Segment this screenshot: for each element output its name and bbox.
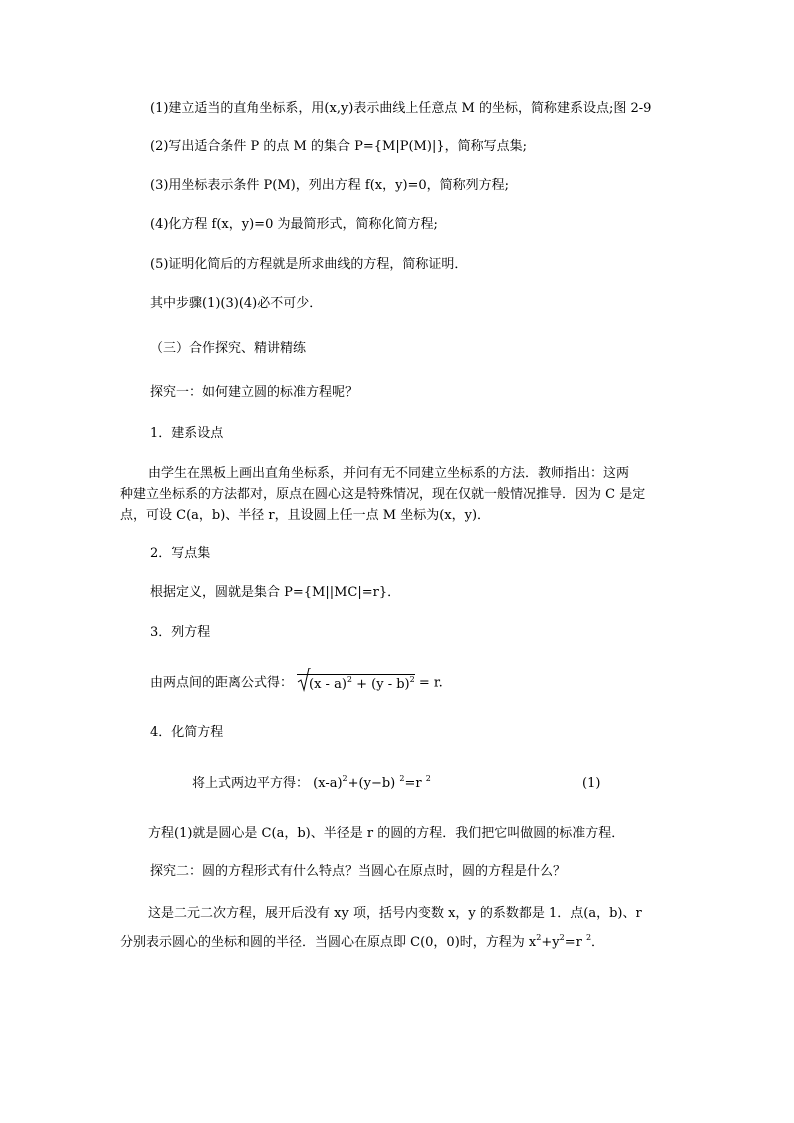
step-3: (3)用坐标表示条件 P(M)，列出方程 f(x，y)=0，简称列方程; <box>150 178 510 193</box>
step-title-4: 4．化简方程 <box>150 725 224 740</box>
answer-line-1: 这是二元二次方程，展开后没有 xy 项，括号内变数 x，y 的系数都是 1．点(a，b)、r <box>148 906 642 921</box>
s2-body: 根据定义，圆就是集合 P={M||MC|=r}． <box>150 585 401 600</box>
exponent: 2 <box>425 774 431 783</box>
step-1: (1)建立适当的直角坐标系，用(x,y)表示曲线上任意点 M 的坐标，简称建系设点;图 2-9 <box>150 101 652 116</box>
answer-end: ． <box>591 935 605 950</box>
exponent: 2 <box>559 933 565 942</box>
eq-prefix: 将上式两边平方得： <box>192 776 310 791</box>
exponent: 2 <box>342 774 348 783</box>
eq-part-b: +(y−b) <box>347 776 396 791</box>
standard-equation <box>192 775 431 793</box>
section-title: （三）合作探究、精讲精练 <box>150 341 307 356</box>
s1-line-2: 种建立坐标系的方法都对，原点在圆心这是特殊情况，现在仅就一般情况推导．因为 C 是定 <box>120 487 646 502</box>
step-4: (4)化方程 f(x，y)=0 为最简形式，简称化简方程; <box>150 217 438 232</box>
conclusion: 方程(1)就是圆心是 C(a，b)、半径是 r 的圆的方程．我们把它叫做圆的标准方程． <box>148 826 625 841</box>
step-5: (5)证明化简后的方程就是所求曲线的方程，简称证明． <box>150 257 468 272</box>
inquiry-2: 探究二：圆的方程形式有什么特点？当圆心在原点时，圆的方程是什么？ <box>150 864 567 879</box>
step-title-3: 3．列方程 <box>150 625 211 640</box>
eq-r: =r <box>564 935 582 950</box>
radicand-part-b: + (y - b) <box>352 677 410 692</box>
exponent: 2 <box>536 933 542 942</box>
s1-line-3: 点，可设 C(a，b)、半径 r，且设圆上任一点 M 坐标为(x，y)． <box>120 508 491 523</box>
exponent: 2 <box>585 933 592 942</box>
equation-number: (1) <box>582 776 601 791</box>
answer-line-2 <box>120 934 604 952</box>
inquiry-1: 探究一：如何建立圆的标准方程呢？ <box>150 385 359 400</box>
sqrt-expression <box>297 672 415 694</box>
eq-y: +y <box>541 935 560 950</box>
steps-note: 其中步骤(1)(3)(4)必不可少． <box>150 296 323 311</box>
exponent: 2 <box>399 774 405 783</box>
eq-x: x <box>528 935 537 950</box>
step-title-2: 2．写点集 <box>150 546 211 561</box>
exponent: 2 <box>346 675 352 684</box>
eq-part-c: =r <box>404 776 422 791</box>
formula-suffix: = r. <box>414 675 443 691</box>
radicand-part-a: (x - a) <box>309 677 347 692</box>
step-title-1: 1．建系设点 <box>150 426 224 441</box>
answer-prefix: 分别表示圆心的坐标和圆的半径．当圆心在原点即 C(0，0)时，方程为 <box>120 935 529 950</box>
formula-prefix: 由两点间的距离公式得： <box>150 675 294 691</box>
eq-part-a: (x-a) <box>313 776 343 791</box>
s1-line-1: 由学生在黑板上画出直角坐标系，并问有无不同建立坐标系的方法．教师指出：这两 <box>148 466 630 481</box>
distance-formula <box>150 672 443 694</box>
exponent: 2 <box>409 675 415 684</box>
step-2: (2)写出适合条件 P 的点 M 的集合 P={M|P(M)|}，简称写点集; <box>150 139 527 154</box>
radical-icon <box>297 668 311 692</box>
